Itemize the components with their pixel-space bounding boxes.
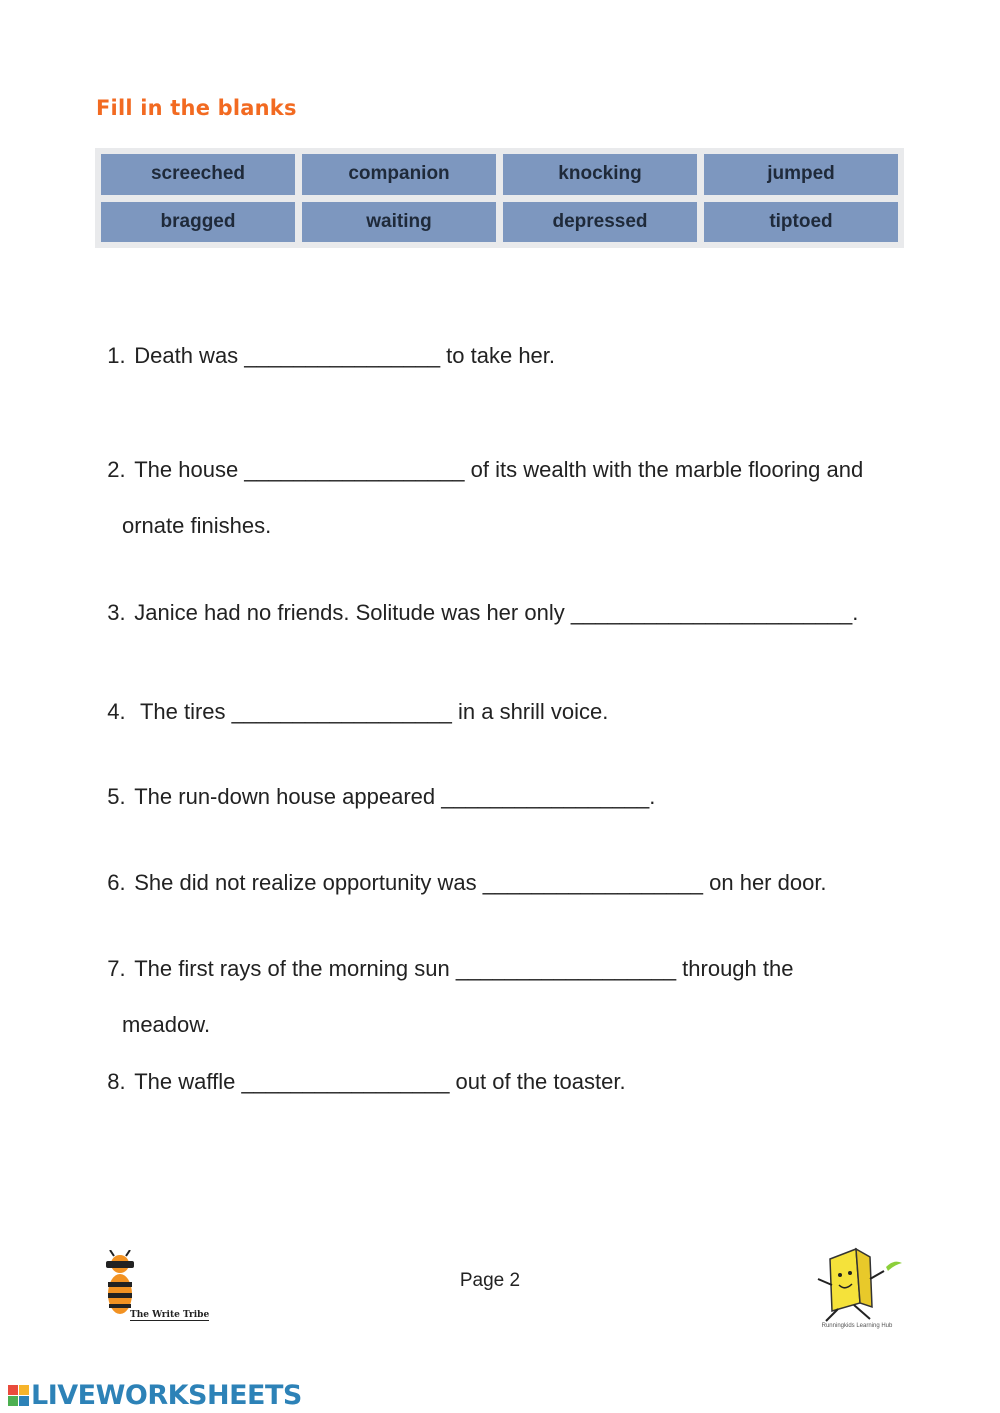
question-5 — [95, 755, 655, 811]
question-number: 6. — [107, 870, 126, 895]
learning-hub-label: Runningkids Learning Hub — [821, 1323, 893, 1329]
question-text[interactable]: The run-down house appeared _________________. — [134, 784, 656, 809]
question-text[interactable]: The tires __________________ in a shrill voice. — [134, 699, 609, 724]
liveworksheets-brand[interactable] — [8, 1380, 302, 1410]
question-text[interactable]: Janice had no friends. Solitude was her only _______________________. — [134, 600, 859, 625]
question-text[interactable]: The first rays of the morning sun __________________ through the — [134, 956, 794, 981]
question-text[interactable]: The house __________________ of its wealth with the marble flooring and — [134, 457, 864, 482]
question-text[interactable]: The waffle _________________ out of the toaster. — [134, 1069, 626, 1094]
liveworksheets-logo-icon — [8, 1385, 29, 1406]
word-bank-cell: knocking — [503, 154, 697, 195]
question-number: 4. — [107, 699, 126, 724]
question-6 — [95, 841, 827, 897]
word-bank-cell: bragged — [101, 202, 295, 243]
page-title: Fill in the blanks — [96, 96, 297, 120]
liveworksheets-wordmark: LIVEWORKSHEETS — [31, 1379, 302, 1411]
question-8 — [95, 1040, 626, 1096]
question-text[interactable]: Death was ________________ to take her. — [134, 343, 556, 368]
question-number: 7. — [107, 956, 126, 981]
question-text-continued: meadow. — [122, 1012, 211, 1037]
question-number: 1. — [107, 343, 126, 368]
running-book-logo-icon — [808, 1245, 908, 1325]
word-bank-cell: tiptoed — [704, 202, 898, 243]
word-bank-cell: depressed — [503, 202, 697, 243]
word-bank-cell: waiting — [302, 202, 496, 243]
question-3 — [95, 571, 858, 627]
question-2 — [95, 428, 863, 568]
question-text-continued: ornate finishes. — [122, 513, 272, 538]
question-1 — [95, 314, 555, 370]
word-bank-cell: companion — [302, 154, 496, 195]
word-bank-cell: jumped — [704, 154, 898, 195]
question-number: 2. — [107, 457, 126, 482]
question-number: 8. — [107, 1069, 126, 1094]
word-bank — [95, 148, 904, 248]
question-text[interactable]: She did not realize opportunity was __________________ on her door. — [134, 870, 827, 895]
page-number: Page 2 — [459, 1270, 521, 1291]
question-4 — [95, 670, 608, 726]
word-bank-cell: screeched — [101, 154, 295, 195]
write-tribe-label: The Write Tribe — [130, 1310, 210, 1320]
question-number: 3. — [107, 600, 126, 625]
question-number: 5. — [107, 784, 126, 809]
